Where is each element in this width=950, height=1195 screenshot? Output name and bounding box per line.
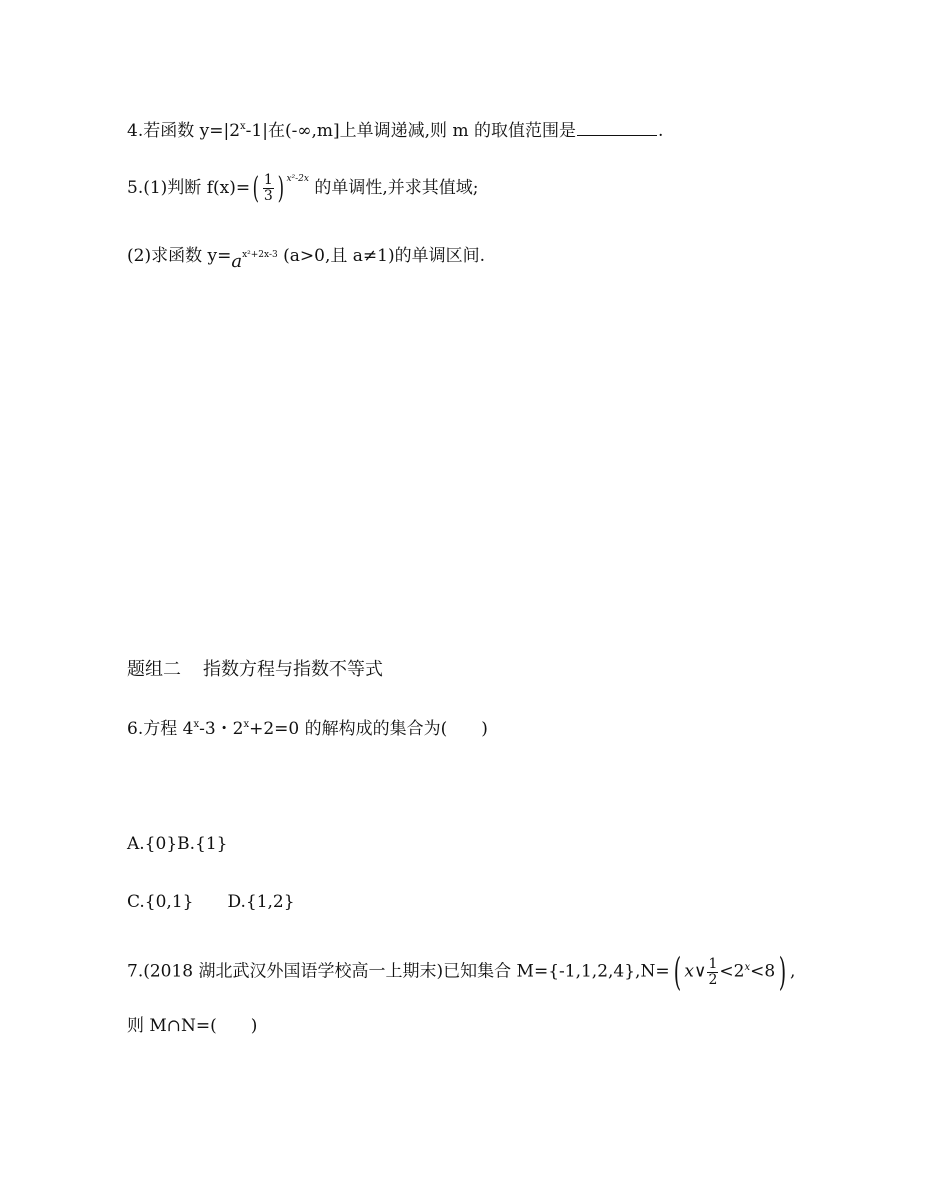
q6-exponent-2: x — [243, 719, 250, 730]
q5-1-suffix: 的单调性,并求其值域; — [308, 178, 479, 198]
q4-prefix: 4.若函数 y=|2 — [127, 121, 241, 141]
q5-2-suffix: (a>0,且 a≠1)的单调区间. — [277, 246, 485, 266]
fraction-denominator: 2 — [708, 971, 718, 988]
fraction-numerator: 1 — [708, 955, 718, 972]
group-title: 指数方程与指数不等式 — [203, 659, 383, 680]
question-6 — [127, 716, 488, 745]
q7-inequality-1: <2 — [719, 961, 745, 982]
q7-suffix: , — [789, 961, 796, 982]
question-5-part-2 — [127, 243, 485, 272]
q7-prefix: 7.(2018 湖北武汉外国语学校高一上期末)已知集合 M={-1,1,2,4},N= — [127, 961, 670, 982]
question-4 — [127, 117, 663, 147]
fraction-one-third — [263, 173, 274, 204]
q5-1-exponent: x²-2x — [286, 174, 309, 184]
left-paren: ( — [252, 170, 260, 206]
q7-separator: ∨ — [694, 961, 707, 982]
q5-2-base: a — [231, 251, 243, 272]
q4-exponent: x — [240, 121, 246, 132]
q6-part-3: +2=0 的解构成的集合为( ) — [249, 719, 488, 739]
q7-inequality-2: <8 — [750, 961, 776, 982]
question-7-line-2: 则 M∩N=( ) — [127, 1016, 258, 1036]
q4-text: -1|在(-∞,m]上单调递减,则 m 的取值范围是 — [245, 121, 576, 141]
q5-2-exponent: x²+2x-3 — [242, 250, 278, 260]
q4-suffix: . — [657, 121, 664, 141]
q6-exponent-1: x — [193, 719, 200, 730]
question-5-part-1 — [127, 170, 479, 206]
group-label: 题组二 — [127, 659, 181, 680]
q5-2-prefix: (2)求函数 y= — [127, 246, 232, 266]
question-7 — [127, 950, 796, 994]
q5-1-prefix: 5.(1)判断 f(x)= — [127, 178, 251, 198]
group-heading — [127, 657, 383, 683]
fraction-one-half — [707, 957, 718, 988]
right-paren: ) — [277, 170, 284, 206]
q6-part-2: -3・2 — [199, 719, 244, 739]
q7-variable: x — [684, 961, 695, 982]
q6-options-row-2[interactable]: C.{0,1} D.{1,2} — [127, 892, 295, 912]
q6-options-row-1[interactable]: A.{0}B.{1} — [127, 834, 228, 854]
q7-exponent: x — [744, 961, 751, 973]
fraction-denominator: 3 — [263, 188, 273, 204]
answer-blank[interactable] — [577, 117, 657, 136]
left-brace: ( — [673, 950, 681, 994]
q6-part-1: 6.方程 4 — [127, 719, 194, 739]
right-brace: ) — [778, 950, 787, 994]
fraction-numerator: 1 — [263, 172, 273, 188]
